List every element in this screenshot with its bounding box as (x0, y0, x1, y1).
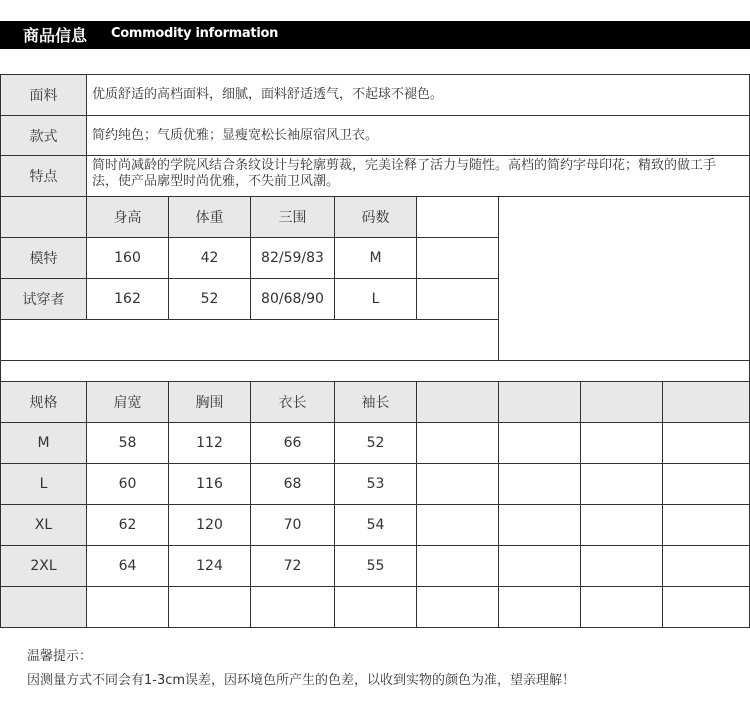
table-cell: 52 (168, 278, 251, 320)
table-cell (662, 422, 750, 464)
table-cell: 82/59/83 (250, 237, 335, 279)
table-cell: 55 (334, 545, 417, 587)
table-cell (168, 586, 251, 628)
fabric-label: 面料 (0, 74, 87, 116)
table-cell (498, 463, 581, 505)
section-header (0, 21, 750, 49)
table-cell: L (334, 278, 417, 320)
size-header-cell (580, 381, 663, 423)
table-cell: 112 (168, 422, 251, 464)
size-header-cell: 衣长 (250, 381, 335, 423)
table-spacer-row (0, 360, 750, 382)
table-cell: 54 (334, 504, 417, 546)
table-cell (580, 545, 663, 587)
table-cell (580, 586, 663, 628)
table-cell: 58 (86, 422, 169, 464)
fabric-description: 优质舒适的高档面料，细腻，面料舒适透气，不起球不褪色。 (86, 74, 750, 116)
table-cell: 42 (168, 237, 251, 279)
table-cell: 160 (86, 237, 169, 279)
size-header-cell: 胸围 (168, 381, 251, 423)
model-header-cell (0, 196, 87, 238)
style-description: 简约纯色；气质优雅；显瘦宽松长袖原宿风卫衣。 (86, 115, 750, 156)
table-cell (86, 586, 169, 628)
model-header-cell: 身高 (86, 196, 169, 238)
size-header-cell (498, 381, 581, 423)
section-title-cn: 商品信息 (23, 26, 88, 45)
table-cell: 60 (86, 463, 169, 505)
table-cell (416, 422, 499, 464)
table-cell (580, 504, 663, 546)
table-cell (416, 504, 499, 546)
size-header-cell: 肩宽 (86, 381, 169, 423)
size-header-cell (662, 381, 750, 423)
table-cell (416, 278, 499, 320)
table-cell: 116 (168, 463, 251, 505)
table-cell (662, 504, 750, 546)
table-cell: 52 (334, 422, 417, 464)
table-cell (662, 545, 750, 587)
model-header-cell: 码数 (334, 196, 417, 238)
size-row-label: L (0, 463, 87, 505)
table-cell (416, 463, 499, 505)
table-cell: 53 (334, 463, 417, 505)
table-cell (416, 237, 499, 279)
table-cell: 66 (250, 422, 335, 464)
table-cell: 62 (86, 504, 169, 546)
size-row-label: M (0, 422, 87, 464)
feature-description: 简时尚减龄的学院风结合条纹设计与轮廓剪裁，完美诠释了活力与随性。高档的简约字母印花；精致的做工手法，使产品廓型时尚优雅，不失前卫风潮。 (86, 155, 750, 197)
model-blank-row (0, 319, 499, 361)
table-cell (662, 463, 750, 505)
table-cell (250, 586, 335, 628)
table-cell: 124 (168, 545, 251, 587)
table-cell (498, 504, 581, 546)
table-row-label: 模特 (0, 237, 87, 279)
model-header-cell: 三围 (250, 196, 335, 238)
size-header-cell: 袖长 (334, 381, 417, 423)
table-cell (416, 586, 499, 628)
table-cell (498, 545, 581, 587)
table-cell (580, 463, 663, 505)
size-row-label: XL (0, 504, 87, 546)
table-cell: 68 (250, 463, 335, 505)
notes-text: 因测量方式不同会有1-3cm误差，因环境色所产生的色差，以收到实物的颜色为准，望亲理解！ (27, 673, 576, 688)
table-cell: 70 (250, 504, 335, 546)
feature-label: 特点 (0, 155, 87, 197)
table-cell (416, 545, 499, 587)
model-header-cell: 体重 (168, 196, 251, 238)
table-cell (498, 422, 581, 464)
table-cell (498, 586, 581, 628)
table-cell (662, 586, 750, 628)
table-cell: 162 (86, 278, 169, 320)
table-cell (580, 422, 663, 464)
section-title-en: Commodity information (111, 26, 279, 41)
table-cell: M (334, 237, 417, 279)
model-blank-area (498, 196, 750, 361)
size-header-cell: 规格 (0, 381, 87, 423)
notes-title: 温馨提示： (27, 649, 93, 664)
table-cell: 64 (86, 545, 169, 587)
size-header-cell (416, 381, 499, 423)
model-header-cell (416, 196, 499, 238)
size-row-label: 2XL (0, 545, 87, 587)
table-cell (334, 586, 417, 628)
table-cell: 80/68/90 (250, 278, 335, 320)
table-cell: 120 (168, 504, 251, 546)
table-row-label: 试穿者 (0, 278, 87, 320)
table-cell: 72 (250, 545, 335, 587)
size-row-label (0, 586, 87, 628)
style-label: 款式 (0, 115, 87, 156)
